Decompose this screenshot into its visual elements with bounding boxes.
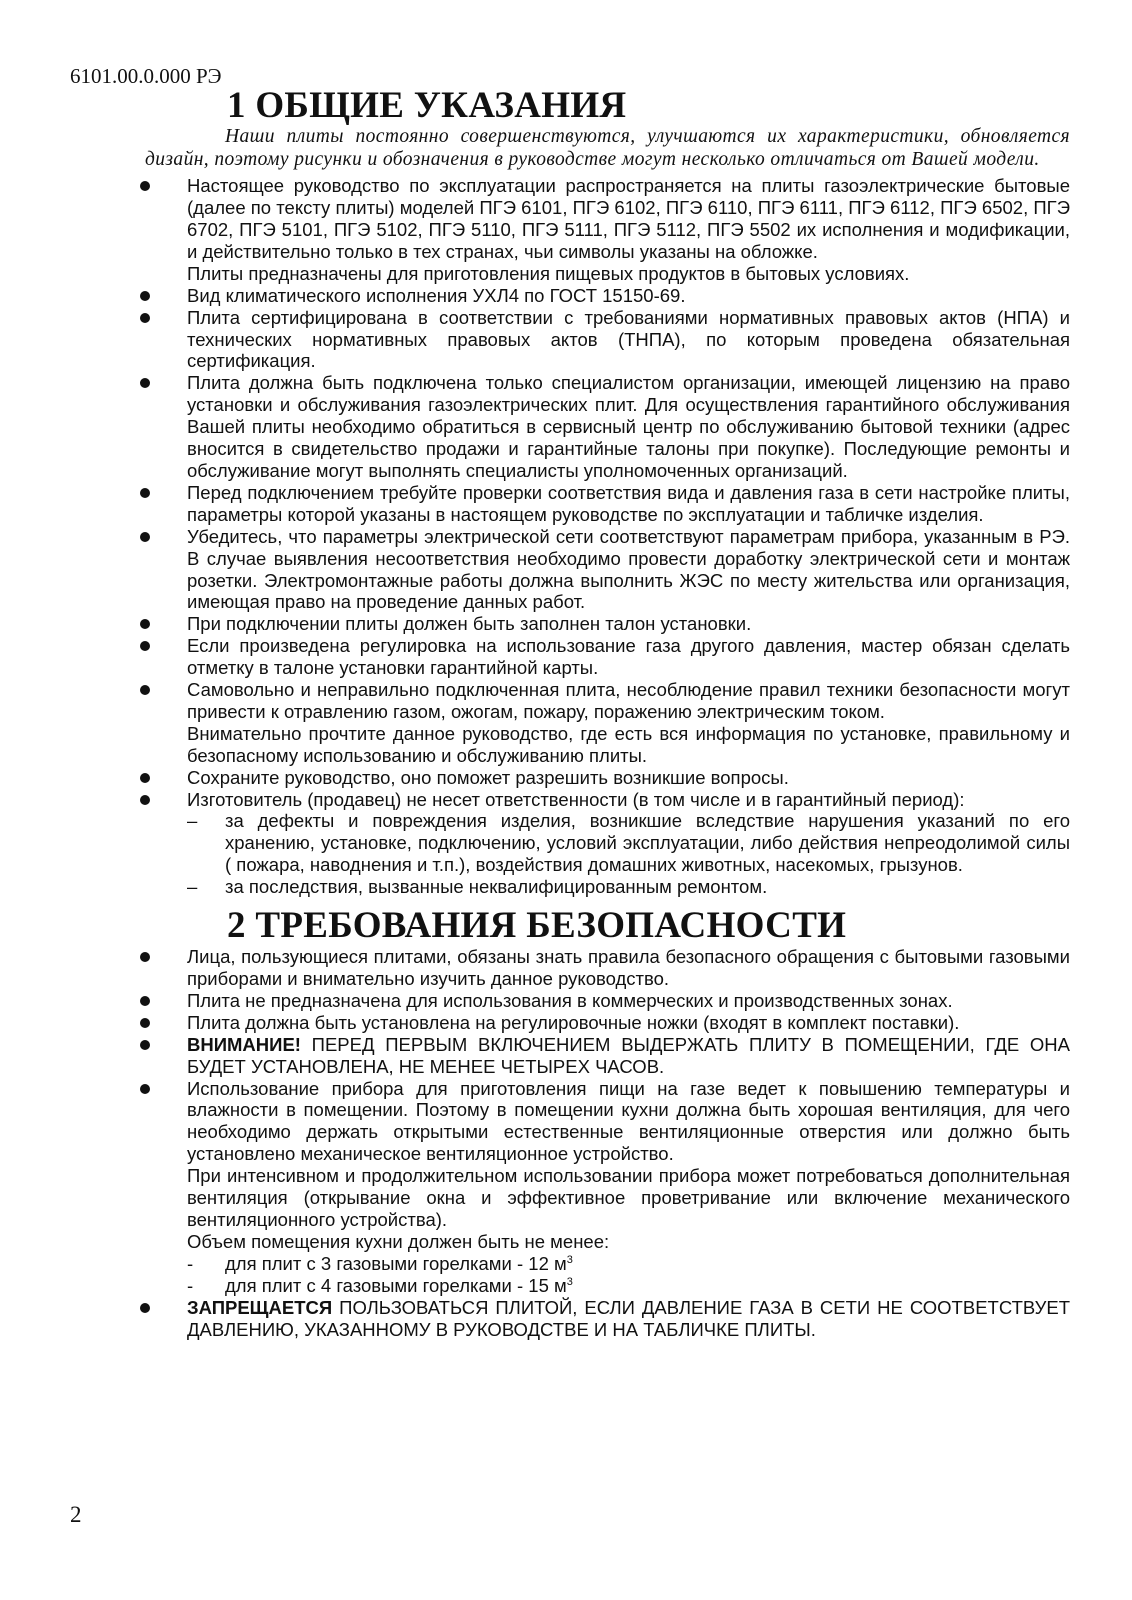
- sublist: [187, 810, 1070, 898]
- page-number: 2: [70, 1502, 82, 1527]
- document-code: 6101.00.0.000 РЭ: [70, 64, 222, 88]
- bullet-icon: [140, 795, 150, 805]
- section-2-list: [145, 946, 1070, 1340]
- prohibited-label: ЗАПРЕЩАЕТСЯ: [187, 1296, 333, 1318]
- list-item: Сохраните руководство, оно поможет разрешить возникшие вопросы.: [145, 767, 1070, 789]
- dash-icon: –: [187, 876, 198, 898]
- bullet-icon: [140, 181, 150, 191]
- list-item: Плита должна быть подключена только специалистом организации, имеющей лицензию на право установки и обслуживания газоэлектрических плит. Для осуществления гарантийного обслуживания Вашей плиты необходимо обратиться в сервисный центр по обслуживанию бытовой техники (адрес вносится в свидетельство продажи и гарантийные талоны при покупке). Последующие ремонты и обслуживание могут выполнять специалисты уполномоченных организаций.: [145, 372, 1070, 482]
- section-1-intro: Наши плиты постоянно совершенствуются, улучшаются их характеристики, обновляется дизайн, поэтому рисунки и обозначения в руководстве могут несколько отличаться от Вашей модели.: [145, 126, 1070, 170]
- list-item: Плита должна быть установлена на регулировочные ножки (входят в комплект поставки).: [145, 1012, 1070, 1034]
- list-item: ЗАПРЕЩАЕТСЯ ПОЛЬЗОВАТЬСЯ ПЛИТОЙ, ЕСЛИ ДАВЛЕНИЕ ГАЗА В СЕТИ НЕ СООТВЕТСТВУЕТ ДАВЛЕНИЮ, УКАЗАННОМУ В РУКОВОДСТВЕ И НА ТАБЛИЧКЕ ПЛИТЫ.: [145, 1297, 1070, 1341]
- warning-label: ВНИМАНИЕ!: [187, 1033, 301, 1055]
- dash-icon: -: [187, 1274, 194, 1296]
- section-1-list: [145, 175, 1070, 898]
- bullet-icon: [140, 1040, 150, 1050]
- bullet-icon: [140, 1084, 150, 1094]
- sublist-item: - для плит с 4 газовыми горелками - 15 $м^3$: [187, 1274, 573, 1296]
- bullet-icon: [140, 952, 150, 962]
- section-2-title: 2 ТРЕБОВАНИЯ БЕЗОПАСНОСТИ: [227, 905, 847, 947]
- sublist-item: - для плит с 3 газовыми горелками - 12 $м^3$: [187, 1252, 573, 1274]
- bullet-icon: [140, 619, 150, 629]
- list-item: Перед подключением требуйте проверки соответствия вида и давления газа в сети настройке плиты, параметры которой указаны в настоящем руководстве по эксплуатации и табличке изделия.: [145, 482, 1070, 526]
- list-item: Самовольно и неправильно подключенная плита, несоблюдение правил техники безопасности могут привести к отравлению газом, ожогам, пожару, поражению электрическим током. Внимательно прочтите данное руководство, где есть вся информация по установке, правильному и безопасному использованию и обслуживанию плиты.: [145, 679, 1070, 767]
- list-item: Лица, пользующиеся плитами, обязаны знать правила безопасного обращения с бытовыми газовыми приборами и внимательно изучить данное руководство.: [145, 946, 1070, 990]
- bullet-icon: [140, 488, 150, 498]
- dash-icon: -: [187, 1252, 194, 1274]
- bullet-icon: [140, 1303, 150, 1313]
- list-item: Вид климатического исполнения УХЛ4 по ГОСТ 15150-69.: [145, 285, 1070, 307]
- dash-icon: –: [187, 810, 198, 832]
- bullet-icon: [140, 996, 150, 1006]
- list-item: Плита не предназначена для использования в коммерческих и производственных зонах.: [145, 990, 1070, 1012]
- list-item: Настоящее руководство по эксплуатации распространяется на плиты газоэлектрические бытовые (далее по тексту плиты) моделей ПГЭ 6101, ПГЭ 6102, ПГЭ 6110, ПГЭ 6111, ПГЭ 6112, ПГЭ 6502, ПГЭ 6702, ПГЭ 5101, ПГЭ 5102, ПГЭ 5110, ПГЭ 5111, ПГЭ 5112, ПГЭ 5502 их исполнения и модификации, и действительно только в тех странах, чьи символы указаны на обложке. Плиты предназначены для приготовления пищевых продуктов в бытовых условиях.: [145, 175, 1070, 285]
- bullet-icon: [140, 685, 150, 695]
- bullet-icon: [140, 378, 150, 388]
- bullet-icon: [140, 291, 150, 301]
- list-item: Изготовитель (продавец) не несет ответственности (в том числе и в гарантийный период): – за дефекты и повреждения изделия, возникшие вследствие нарушения указаний по его хранению, установке, подключению, условий эксплуатации, либо действия непреодолимой силы ( пожара, наводнения и т.п.), воздействия домашних животных, насекомых, грызунов. – за последствия, вызванные неквалифицированным ремонтом.: [145, 789, 1070, 899]
- list-item: Использование прибора для приготовления пищи на газе ведет к повышению температуры и влажности в помещении. Поэтому в помещении кухни должна быть хорошая вентиляция, для чего необходимо держать открытыми естественные вентиляционные отверстия или должно быть установлено механическое вентиляционное устройство. При интенсивном и продолжительном использовании прибора может потребоваться дополнительная вентиляция (открывание окна и эффективное проветривание или включение механического вентиляционного устройства). Объем помещения кухни должен быть не менее: - для плит с 3 газовыми горелками - 12 $м^3$ - для плит с 4 газовыми горелками - 15 $м^3$: [145, 1078, 1070, 1297]
- section-1-title: 1 ОБЩИЕ УКАЗАНИЯ: [227, 85, 627, 126]
- list-item: ВНИМАНИЕ! ПЕРЕД ПЕРВЫМ ВКЛЮЧЕНИЕМ ВЫДЕРЖАТЬ ПЛИТУ В ПОМЕЩЕНИИ, ГДЕ ОНА БУДЕТ УСТАНОВЛЕНА, НЕ МЕНЕЕ ЧЕТЫРЕХ ЧАСОВ.: [145, 1034, 1070, 1078]
- list-item: Плита сертифицирована в соответствии с требованиями нормативных правовых актов (НПА) и технических нормативных правовых актов (ТНПА), по которым проведена обязательная сертификация.: [145, 307, 1070, 373]
- sublist-item: – за дефекты и повреждения изделия, возникшие вследствие нарушения указаний по его хранению, установке, подключению, условий эксплуатации, либо действия непреодолимой силы ( пожара, наводнения и т.п.), воздействия домашних животных, насекомых, грызунов.: [187, 810, 1070, 876]
- bullet-icon: [140, 313, 150, 323]
- sublist-item: – за последствия, вызванные неквалифицированным ремонтом.: [187, 876, 768, 898]
- list-item: Убедитесь, что параметры электрической сети соответствуют параметрам прибора, указанным в РЭ. В случае выявления несоответствия необходимо провести доработку электрической сети и монтаж розетки. Электромонтажные работы должна выполнить ЖЭС по месту жительства или организация, имеющая право на проведение данных работ.: [145, 526, 1070, 614]
- bullet-icon: [140, 773, 150, 783]
- page-content: [145, 86, 1070, 1340]
- bullet-icon: [140, 1018, 150, 1028]
- list-item: Если произведена регулировка на использование газа другого давления, мастер обязан сделать отметку в талоне установки гарантийной карты.: [145, 635, 1070, 679]
- sublist: [187, 1253, 1070, 1297]
- list-item: При подключении плиты должен быть заполнен талон установки.: [145, 613, 1070, 635]
- bullet-icon: [140, 532, 150, 542]
- bullet-icon: [140, 641, 150, 651]
